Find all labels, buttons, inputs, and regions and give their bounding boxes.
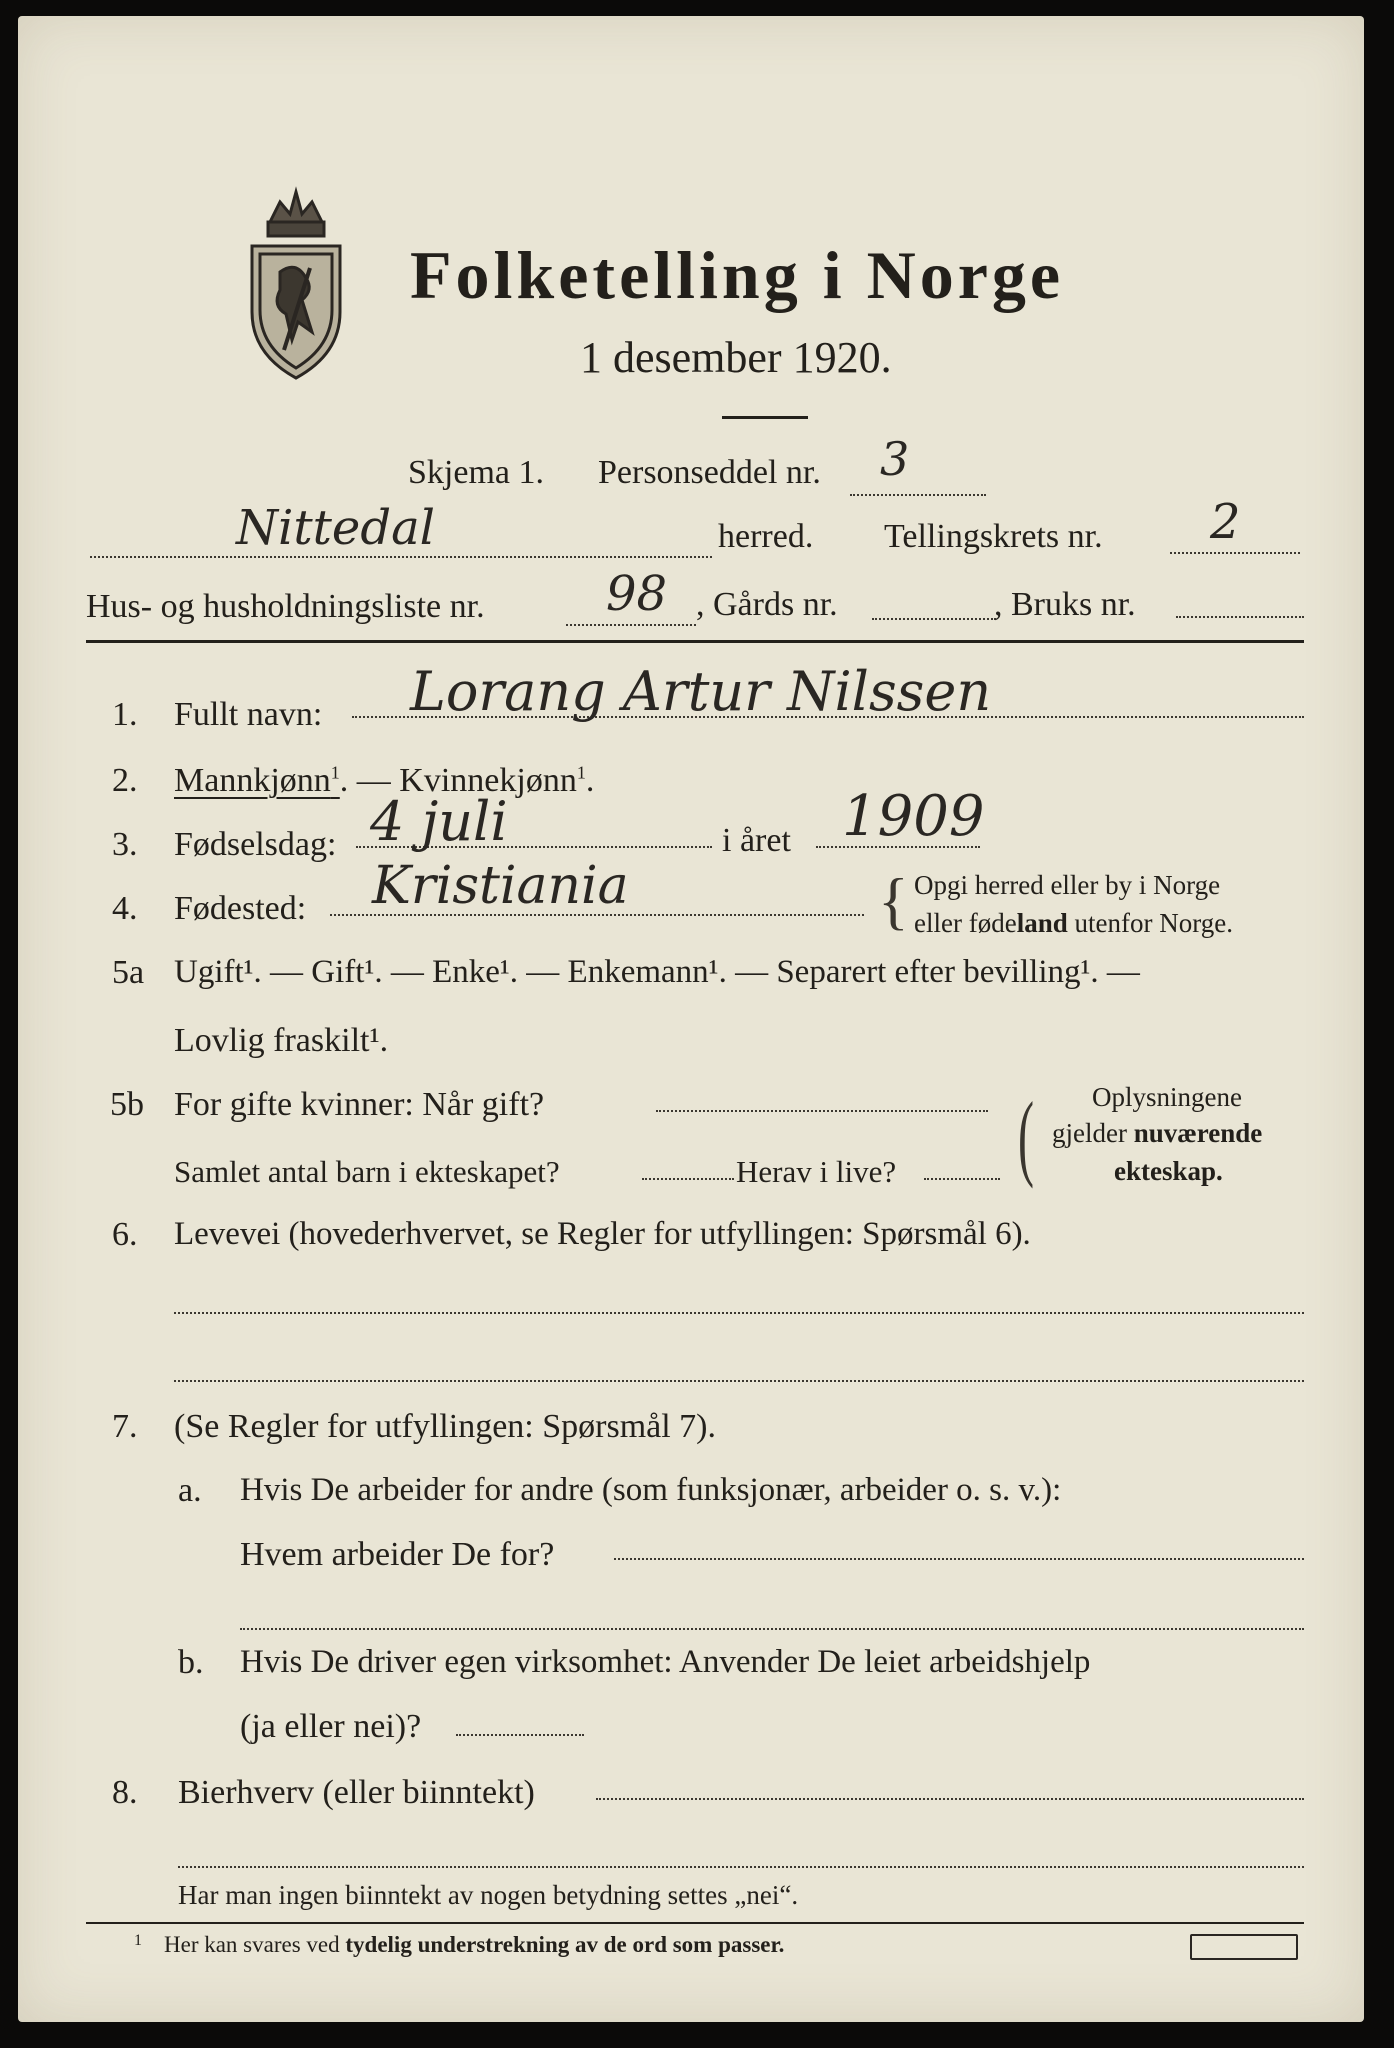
tellingskrets-value: 2 [1210, 494, 1241, 550]
husliste-label: Hus- og husholdningsliste nr. [86, 588, 485, 625]
q4-note-line2: eller fødeland utenfor Norge. [914, 908, 1233, 938]
q1-number: 1. [112, 696, 138, 733]
q7b-line2: (ja eller nei)? [240, 1708, 422, 1745]
birth-day-value: 4 juli [370, 790, 508, 853]
q7b-answer-line [456, 1734, 584, 1736]
birth-year-value: 1909 [842, 784, 985, 849]
q5b-bracket: ( [1017, 1082, 1034, 1189]
printer-stamp [1190, 1934, 1298, 1960]
footnote-text: Her kan svares ved tydelig understrekning av de ord som passer. [164, 1932, 785, 1957]
tellingskrets-line [1170, 552, 1300, 554]
title-divider [722, 416, 808, 419]
q5b-married-line [656, 1110, 988, 1112]
q7a-line2: Hvem arbeider De for? [240, 1536, 555, 1573]
q7a-letter: a. [178, 1472, 202, 1509]
census-form-page [18, 16, 1364, 2022]
q2-options: Mannkjønn$^1$. — Kvinnekjønn$^1$. [174, 762, 595, 799]
q5a-number: 5a [112, 954, 145, 991]
herred-label: herred. [718, 518, 814, 555]
form-title: Folketelling i Norge [410, 237, 1065, 313]
husliste-line [566, 624, 696, 626]
q7a-employer-line [614, 1558, 1304, 1560]
q4-label: Fødested: [174, 890, 307, 927]
q5b-note-line3: ekteskap. [1114, 1156, 1223, 1186]
q3-label: Fødselsdag: [174, 826, 337, 863]
q7-label: (Se Regler for utfyllingen: Spørsmål 7). [174, 1408, 717, 1445]
birthplace-value: Kristiania [372, 856, 629, 916]
q5b-alive-line [924, 1178, 1000, 1180]
q1-label: Fullt navn: [174, 696, 323, 733]
census-date: 1 desember 1920. [580, 333, 892, 382]
q4-number: 4. [112, 890, 138, 927]
tellingskrets-label: Tellingskrets nr. [884, 518, 1103, 555]
full-name-value: Lorang Artur Nilssen [410, 660, 992, 723]
q5a-options-cont: Lovlig fraskilt¹. [174, 1022, 389, 1059]
personseddel-value: 3 [880, 432, 910, 486]
q8-line-2 [178, 1866, 1304, 1868]
q5a-options: Ugift¹. — Gift¹. — Enke¹. — Enkemann¹. — Separert efter bevilling¹. — [174, 954, 1140, 990]
q6-line-2 [174, 1380, 1304, 1382]
herred-line [90, 556, 712, 558]
q8-label: Bierhverv (eller biinntekt) [178, 1774, 535, 1811]
gards-label: , Gårds nr. [696, 586, 838, 623]
husliste-value: 98 [606, 566, 668, 622]
q5b-note-line2: gjelder nuværende [1052, 1118, 1263, 1148]
q8-line-1 [596, 1798, 1304, 1800]
q5b-children-line [642, 1178, 734, 1180]
kvinnekjonn-option: Kvinnekjønn [399, 762, 577, 799]
q7b-letter: b. [178, 1644, 204, 1681]
q6-line-1 [174, 1312, 1304, 1314]
q5b-alive-label: Herav i live? [736, 1154, 897, 1189]
header-divider [86, 640, 1304, 643]
mannkjonn-option: Mannkjønn$^1$ [174, 762, 340, 799]
q8-number: 8. [112, 1774, 138, 1811]
q6-number: 6. [112, 1216, 138, 1253]
q7-number: 7. [112, 1408, 138, 1445]
q4-brace: { [878, 865, 909, 936]
herred-value: Nittedal [236, 500, 436, 556]
gards-line [872, 618, 996, 620]
q5b-line1: For gifte kvinner: Når gift? [174, 1086, 545, 1123]
q5b-note-line1: Oplysningene [1092, 1082, 1242, 1112]
q3-number: 3. [112, 826, 138, 863]
q7b-line1: Hvis De driver egen virksomhet: Anvender De leiet arbeidshjelp [240, 1644, 1091, 1680]
footnote-divider [86, 1922, 1304, 1924]
q7a-employer-line-2 [240, 1628, 1304, 1630]
q7a-line1: Hvis De arbeider for andre (som funksjonær, arbeider o. s. v.): [240, 1472, 1062, 1508]
norwegian-coat-of-arms-icon [240, 182, 352, 382]
personseddel-line [850, 494, 986, 496]
q5b-number: 5b [110, 1086, 144, 1123]
q6-label: Levevei (hovederhvervet, se Regler for utfyllingen: Spørsmål 6). [174, 1216, 1031, 1252]
q5b-children-label: Samlet antal barn i ekteskapet? [174, 1154, 560, 1189]
footnote-mark: 1 [134, 1932, 142, 1949]
q2-number: 2. [112, 762, 138, 799]
skjema-label: Skjema 1. [408, 454, 544, 491]
q3-year-label: i året [722, 822, 791, 859]
q4-note-line1: Opgi herred eller by i Norge [914, 870, 1221, 900]
q8-note: Har man ingen biinntekt av nogen betydning settes „nei“. [178, 1880, 799, 1910]
bruks-line [1176, 616, 1304, 618]
personseddel-label: Personseddel nr. [598, 454, 821, 491]
bruks-label: , Bruks nr. [994, 586, 1136, 623]
